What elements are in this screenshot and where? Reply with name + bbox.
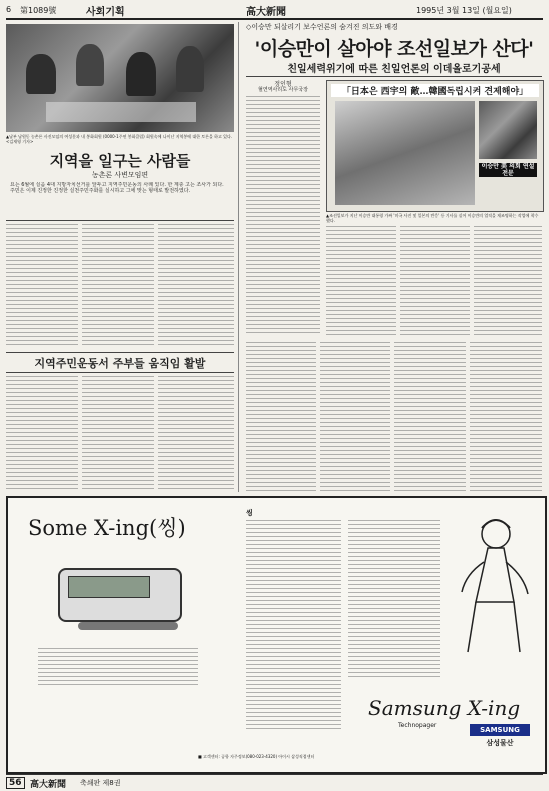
body-column <box>394 342 466 492</box>
body-column <box>246 342 316 492</box>
byline-name: 정인형 <box>274 81 292 88</box>
rule <box>6 372 234 373</box>
body-column <box>82 376 154 490</box>
issue-number: 第1089號 <box>20 6 57 15</box>
rule <box>6 352 234 353</box>
column-divider <box>238 22 239 492</box>
body-column <box>474 226 542 336</box>
body-column <box>6 376 78 490</box>
left-subhead: 농촌론 사변모임편 <box>91 171 149 179</box>
portrait-image <box>479 101 537 159</box>
body-column <box>6 224 78 348</box>
clipping-headline: 「日本은 西宇의 敵…韓國독립시켜 견제해야」 <box>331 84 539 97</box>
page-number: 6 <box>6 5 12 14</box>
rule <box>6 220 234 221</box>
left-headline: 지역을 일구는 사람들 <box>49 152 191 170</box>
footer-edition: 축쇄판 제8권 <box>80 779 121 787</box>
clipping-caption: ▲조선일보가 지난 이승만 대통령 가짜 '미국 사진 및 일본의 반응' 등 기사를 실어 이승만의 업적을 재조명하는 작업에 착수했다. <box>326 213 539 223</box>
byline-org: 혈연역사리도 사무국장 <box>258 87 308 93</box>
right-subhead: 친일세력위기에 따른 친일언론의 이데올로기공세 <box>287 64 501 75</box>
right-headline: '이승만이 살아야 조선일보가 산다' <box>254 38 534 60</box>
body-column <box>326 226 396 336</box>
body-column <box>246 96 320 336</box>
body-column <box>400 226 470 336</box>
left-headline-2: 지역주민운동서 주부들 움직임 활발 <box>34 357 206 370</box>
body-column <box>158 376 234 490</box>
left-intro: 요는 6월에 실음 4대 지방자치선거를 앞두고 지역주민운동의 사례 있다. 한 계층 고는 조사가 되다. 주민은 이제 진정한 진정한 실천주민주화를 실시하고 그에 맞는 형태로 발전하였다. <box>10 182 224 194</box>
company-name: 삼성물산 <box>486 739 514 747</box>
brand-subtitle: Technopager <box>398 722 437 729</box>
body-column <box>470 342 542 492</box>
cartoon-figure <box>448 512 536 662</box>
ad-hotline: ■ 고객센터: 공항 자주정보(080-023-4320) 아이시 삼성직접센터 <box>198 754 315 759</box>
company-logo: SAMSUNG <box>470 724 530 736</box>
rule <box>246 76 542 77</box>
clipping-sidebar: 이승만 美 의회 연설 전문 <box>479 163 537 177</box>
body-column <box>82 224 154 348</box>
issue-date: 1995년 3월 13일 (월요일) <box>416 6 512 15</box>
ad-text-column <box>348 520 440 680</box>
body-column <box>158 224 234 348</box>
ad-column-label: 씽 <box>246 509 253 517</box>
ad-title: Some X-ing(씽) <box>28 516 186 540</box>
ad-text-column <box>246 520 341 730</box>
section-name: 사회기획 <box>86 7 125 18</box>
body-column <box>320 342 390 492</box>
page-footer <box>6 774 543 789</box>
advertisement <box>6 496 547 774</box>
brand-logo: Samsung X-ing <box>368 696 521 720</box>
page-header <box>6 4 543 20</box>
pager-illustration <box>48 558 198 638</box>
ad-fineprint <box>38 648 198 688</box>
footer-masthead: 高大新聞 <box>30 780 67 790</box>
masthead-logo: 高大新聞 <box>246 7 286 18</box>
photo-caption: ▲남부 남원동 농촌론 사진모임의 여성분과 내 봉화회원 (0000-1주연 봉화클럽) 회원속에 나이난 지역봉에 대한 토론을 하고 있다.<김재영 기자> <box>6 134 233 144</box>
group-photo <box>6 24 234 132</box>
footer-page-number: 56 <box>6 777 25 789</box>
right-kicker: ◇이승만 되살리기 보수언론의 숨겨진 의도와 배경 <box>246 23 398 31</box>
clipping-image <box>335 101 475 205</box>
clipping-photo <box>326 80 544 212</box>
